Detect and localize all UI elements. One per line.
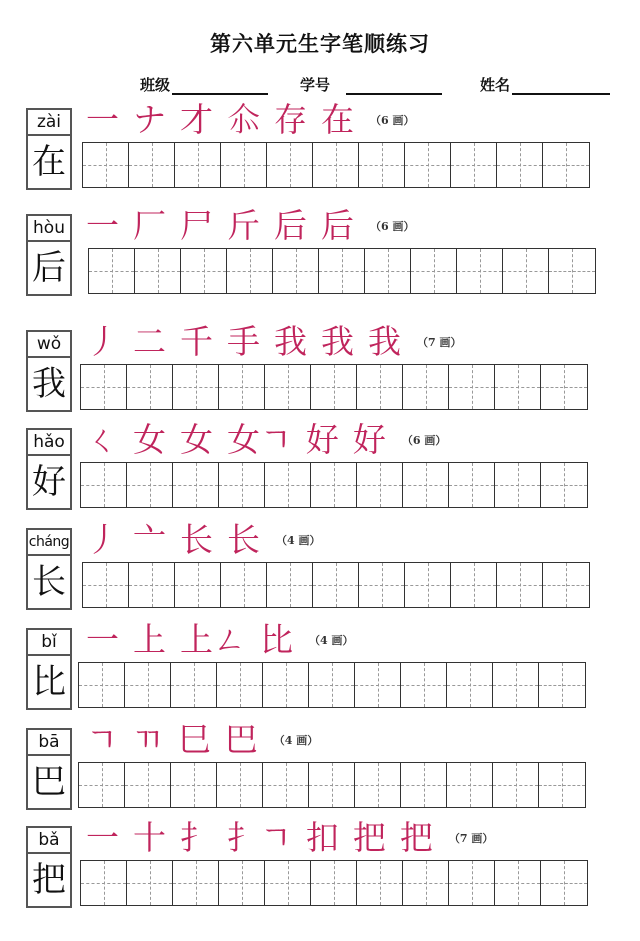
student-no-field[interactable] xyxy=(300,74,442,95)
writing-cell[interactable] xyxy=(309,663,355,707)
writing-cell[interactable] xyxy=(221,563,267,607)
writing-cell[interactable] xyxy=(403,463,449,507)
writing-cell[interactable] xyxy=(497,563,543,607)
stroke-step: 十 xyxy=(133,818,166,857)
writing-cell[interactable] xyxy=(227,249,273,293)
stroke-step: 女 xyxy=(133,420,166,459)
stroke-step: 上ㄥ xyxy=(180,620,246,659)
writing-cell[interactable] xyxy=(495,463,541,507)
writing-cell[interactable] xyxy=(265,463,311,507)
class-label: 班级 xyxy=(140,76,171,94)
writing-cell[interactable] xyxy=(127,463,173,507)
writing-cell[interactable] xyxy=(219,861,265,905)
hanzi-character: 长 xyxy=(26,554,72,610)
writing-cell[interactable] xyxy=(267,563,313,607)
writing-cell[interactable] xyxy=(81,365,127,409)
writing-cell[interactable] xyxy=(355,763,401,807)
writing-cell[interactable] xyxy=(79,663,125,707)
writing-cell[interactable] xyxy=(83,563,129,607)
stroke-step: 一 xyxy=(86,620,119,659)
writing-cell[interactable] xyxy=(503,249,549,293)
stroke-step: 比 xyxy=(260,620,293,659)
practice-row xyxy=(24,520,624,624)
writing-cell[interactable] xyxy=(219,365,265,409)
pinyin-label: bǐ xyxy=(26,628,72,654)
writing-cell[interactable] xyxy=(539,663,585,707)
hanzi-character: 把 xyxy=(26,852,72,908)
stroke-step: 斤 xyxy=(227,206,260,245)
writing-cell[interactable] xyxy=(125,763,171,807)
practice-row xyxy=(24,720,624,824)
practice-row xyxy=(24,818,624,922)
writing-cell[interactable] xyxy=(365,249,411,293)
writing-cell[interactable] xyxy=(263,763,309,807)
stroke-step: 在 xyxy=(321,100,354,139)
writing-cell[interactable] xyxy=(541,365,587,409)
stroke-step: 巳 xyxy=(177,720,211,759)
stroke-step: 存 xyxy=(274,100,307,139)
writing-cell[interactable] xyxy=(129,143,175,187)
writing-cell[interactable] xyxy=(127,861,173,905)
writing-cell[interactable] xyxy=(543,143,589,187)
stroke-step: ㄱ xyxy=(86,720,118,759)
stroke-order xyxy=(86,720,318,760)
student-no-blank[interactable] xyxy=(346,75,442,95)
writing-cell[interactable] xyxy=(355,663,401,707)
stroke-step: 巴 xyxy=(224,720,258,759)
writing-cell[interactable] xyxy=(221,143,267,187)
writing-grid xyxy=(78,662,586,708)
writing-cell[interactable] xyxy=(171,663,217,707)
stroke-step: 女 xyxy=(180,420,213,459)
stroke-step: ナ xyxy=(133,100,166,139)
writing-cell[interactable] xyxy=(357,861,403,905)
pinyin-label: hòu xyxy=(26,214,72,240)
stroke-step: 丿 xyxy=(86,322,119,361)
writing-cell[interactable] xyxy=(81,861,127,905)
stroke-order xyxy=(86,322,461,362)
writing-grid xyxy=(78,762,586,808)
writing-cell[interactable] xyxy=(451,563,497,607)
writing-cell[interactable] xyxy=(263,663,309,707)
writing-cell[interactable] xyxy=(357,463,403,507)
stroke-step: ㄲ xyxy=(131,720,164,759)
stroke-count: （4 画） xyxy=(309,634,354,647)
writing-cell[interactable] xyxy=(265,861,311,905)
writing-grid xyxy=(88,248,596,294)
stroke-step: 好 xyxy=(305,420,339,459)
writing-cell[interactable] xyxy=(311,861,357,905)
stroke-step: 我 xyxy=(368,322,401,361)
writing-cell[interactable] xyxy=(83,143,129,187)
writing-cell[interactable] xyxy=(173,365,219,409)
writing-cell[interactable] xyxy=(313,143,359,187)
stroke-order xyxy=(86,420,446,460)
writing-grid xyxy=(82,142,590,188)
hanzi-character: 我 xyxy=(26,356,72,412)
stroke-step: 把 xyxy=(352,818,386,857)
name-blank[interactable] xyxy=(512,75,610,95)
stroke-step: 长 xyxy=(180,520,213,559)
stroke-step: 千 xyxy=(180,322,213,361)
writing-cell[interactable] xyxy=(447,763,493,807)
stroke-order xyxy=(86,100,414,140)
writing-cell[interactable] xyxy=(81,463,127,507)
stroke-step: 上 xyxy=(133,620,166,659)
stroke-step: 一 xyxy=(86,206,119,245)
writing-cell[interactable] xyxy=(359,143,405,187)
writing-cell[interactable] xyxy=(403,861,449,905)
stroke-step: 才 xyxy=(180,100,213,139)
practice-row xyxy=(24,322,624,426)
writing-cell[interactable] xyxy=(401,663,447,707)
writing-cell[interactable] xyxy=(273,249,319,293)
writing-cell[interactable] xyxy=(447,663,493,707)
stroke-step: 扌 xyxy=(180,818,213,857)
writing-cell[interactable] xyxy=(401,763,447,807)
stroke-order xyxy=(86,818,493,858)
hanzi-character: 后 xyxy=(26,240,72,296)
writing-cell[interactable] xyxy=(411,249,457,293)
stroke-order xyxy=(86,620,353,660)
class-blank[interactable] xyxy=(172,75,268,95)
pinyin-label: hǎo xyxy=(26,428,72,454)
writing-cell[interactable] xyxy=(541,861,587,905)
writing-grid xyxy=(80,462,588,508)
writing-cell[interactable] xyxy=(311,463,357,507)
writing-grid xyxy=(80,860,588,906)
stroke-step: 丿 xyxy=(86,520,119,559)
writing-cell[interactable] xyxy=(543,563,589,607)
stroke-step: 一 xyxy=(86,818,119,857)
writing-cell[interactable] xyxy=(449,463,495,507)
writing-cell[interactable] xyxy=(309,763,355,807)
stroke-step: 亠 xyxy=(133,520,166,559)
pinyin-label: wǒ xyxy=(26,330,72,356)
writing-cell[interactable] xyxy=(493,663,539,707)
writing-cell[interactable] xyxy=(493,763,539,807)
pinyin-label: zài xyxy=(26,108,72,134)
stroke-order xyxy=(86,206,414,246)
writing-cell[interactable] xyxy=(79,763,125,807)
stroke-step: 把 xyxy=(399,818,433,857)
stroke-count: （6 画） xyxy=(370,220,415,233)
writing-cell[interactable] xyxy=(127,365,173,409)
stroke-step: 我 xyxy=(274,322,307,361)
stroke-step: 𠇍 xyxy=(227,100,260,139)
writing-cell[interactable] xyxy=(219,463,265,507)
writing-cell[interactable] xyxy=(217,763,263,807)
writing-cell[interactable] xyxy=(89,249,135,293)
writing-cell[interactable] xyxy=(175,143,221,187)
practice-row xyxy=(24,206,624,310)
stroke-count: （6 画） xyxy=(401,434,447,447)
writing-cell[interactable] xyxy=(181,249,227,293)
writing-cell[interactable] xyxy=(125,663,171,707)
writing-cell[interactable] xyxy=(267,143,313,187)
stroke-step: 后 xyxy=(274,206,307,245)
stroke-step: 尸 xyxy=(180,206,213,245)
stroke-step: 后 xyxy=(321,206,354,245)
writing-cell[interactable] xyxy=(457,249,503,293)
writing-cell[interactable] xyxy=(495,365,541,409)
pinyin-label: cháng xyxy=(26,528,72,554)
writing-cell[interactable] xyxy=(405,143,451,187)
writing-cell[interactable] xyxy=(549,249,595,293)
stroke-step: 扌ㄱ xyxy=(227,818,292,857)
writing-cell[interactable] xyxy=(129,563,175,607)
stroke-step: 一 xyxy=(86,100,119,139)
stroke-step: ㄑ xyxy=(86,420,119,459)
writing-cell[interactable] xyxy=(359,563,405,607)
class-field[interactable] xyxy=(140,74,268,95)
page-title: 第六单元生字笔顺练习 xyxy=(210,31,430,56)
writing-cell[interactable] xyxy=(173,463,219,507)
writing-cell[interactable] xyxy=(451,143,497,187)
stroke-count: （6 画） xyxy=(370,114,415,127)
writing-cell[interactable] xyxy=(313,563,359,607)
writing-cell[interactable] xyxy=(135,249,181,293)
stroke-step: 我 xyxy=(321,322,354,361)
writing-grid xyxy=(80,364,588,410)
stroke-step: 女ㄱ xyxy=(227,420,292,459)
practice-row xyxy=(24,620,624,724)
practice-row xyxy=(24,100,624,204)
stroke-step: 长 xyxy=(227,520,260,559)
hanzi-character: 巴 xyxy=(26,754,72,810)
name-field[interactable] xyxy=(480,74,610,95)
hanzi-character: 在 xyxy=(26,134,72,190)
name-label: 姓名 xyxy=(480,76,511,94)
student-no-label: 学号 xyxy=(300,76,331,94)
practice-row xyxy=(24,420,624,524)
stroke-count: （4 画） xyxy=(276,534,321,547)
writing-cell[interactable] xyxy=(539,763,585,807)
pinyin-label: bā xyxy=(26,728,72,754)
writing-cell[interactable] xyxy=(311,365,357,409)
pinyin-label: bǎ xyxy=(26,826,72,852)
writing-cell[interactable] xyxy=(319,249,365,293)
writing-cell[interactable] xyxy=(497,143,543,187)
writing-cell[interactable] xyxy=(357,365,403,409)
writing-grid xyxy=(82,562,590,608)
student-info xyxy=(140,74,620,98)
stroke-step: 好 xyxy=(352,420,386,459)
writing-cell[interactable] xyxy=(265,365,311,409)
hanzi-character: 好 xyxy=(26,454,72,510)
writing-cell[interactable] xyxy=(217,663,263,707)
stroke-step: 厂 xyxy=(133,206,166,245)
stroke-step: 手 xyxy=(227,322,260,361)
stroke-count: （4 画） xyxy=(273,734,319,747)
hanzi-character: 比 xyxy=(26,654,72,710)
writing-cell[interactable] xyxy=(449,861,495,905)
writing-cell[interactable] xyxy=(405,563,451,607)
writing-cell[interactable] xyxy=(495,861,541,905)
writing-cell[interactable] xyxy=(449,365,495,409)
writing-cell[interactable] xyxy=(175,563,221,607)
writing-cell[interactable] xyxy=(173,861,219,905)
writing-cell[interactable] xyxy=(541,463,587,507)
writing-cell[interactable] xyxy=(403,365,449,409)
stroke-step: 扣 xyxy=(305,818,339,857)
stroke-count: （7 画） xyxy=(417,336,462,349)
writing-cell[interactable] xyxy=(171,763,217,807)
stroke-order xyxy=(86,520,320,560)
stroke-step: 二 xyxy=(133,322,166,361)
stroke-count: （7 画） xyxy=(448,832,494,845)
